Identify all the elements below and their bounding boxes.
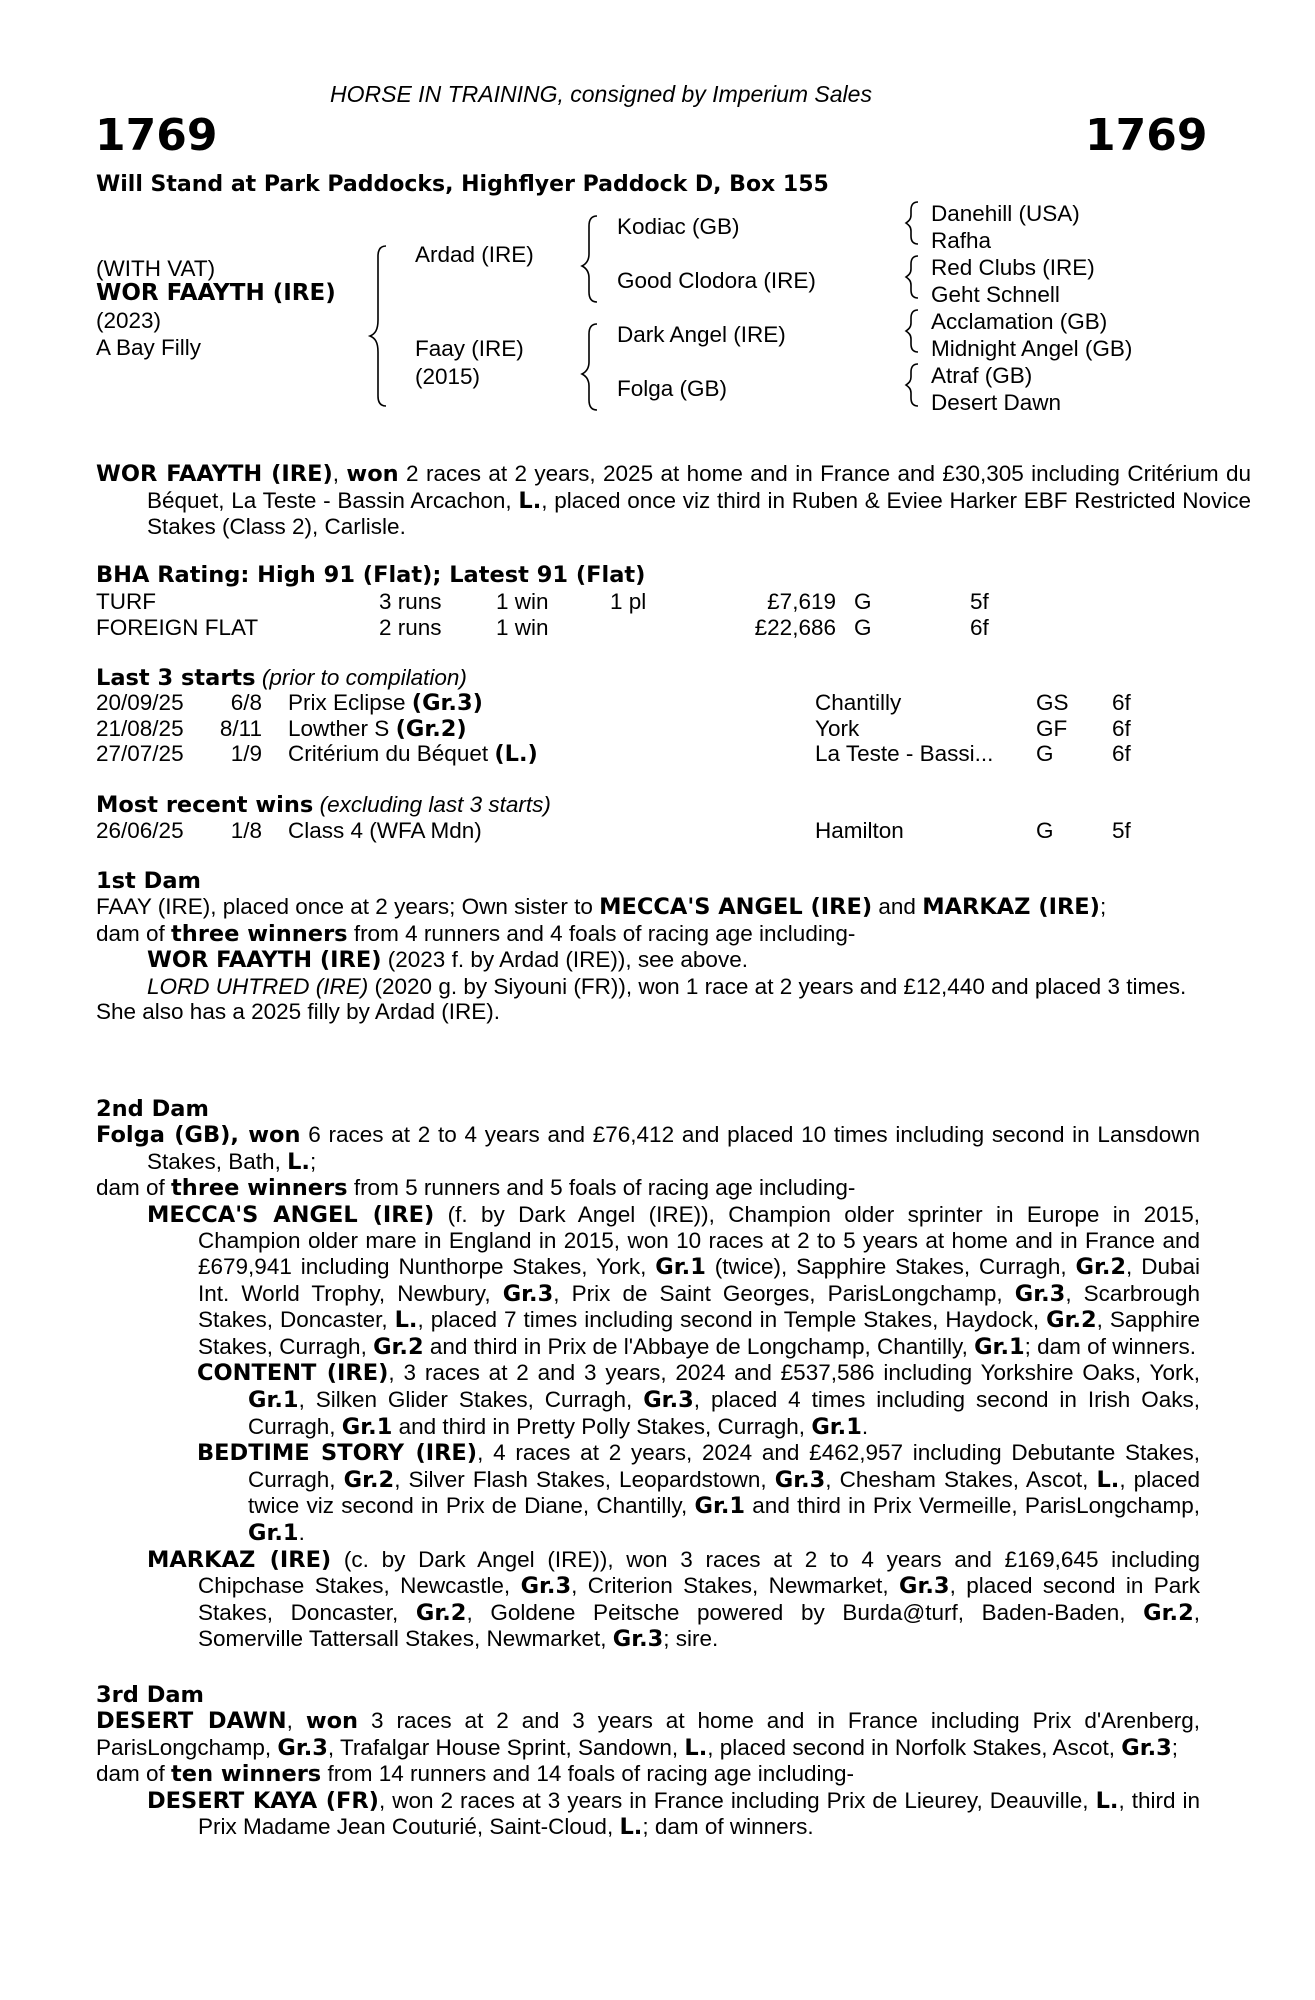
rating-wins: 1 win — [496, 589, 549, 614]
race-summary: WOR FAAYTH (IRE), won 2 races at 2 years, 2025 at home and in France and £30,305 including Critérium du Béquet, La Teste - Bassin Arcachon, L., placed once viz third in Ruben & Eviee Harker EBF Restricted Novice Stakes (Class 2), Carlisle. — [96, 461, 1251, 540]
rating-going: G — [854, 589, 872, 614]
second-dam-produce: dam of three winners from 5 runners and 5 foals of racing age including- — [96, 1175, 856, 1202]
brace-sire — [582, 216, 597, 302]
rating-money: £22,686 — [754, 615, 836, 640]
pedigree-ddd: Desert Dawn — [931, 390, 1062, 415]
rating-surface: FOREIGN FLAT — [96, 615, 259, 640]
win-position: 1/8 — [230, 818, 262, 843]
summary-text-2: , placed once viz third in Ruben & Eviee Harker EBF Restricted Novice Stakes (Class 2), Carlisle. — [147, 487, 1251, 540]
rating-going: G — [854, 615, 872, 640]
pedigree-dam: Faay (IRE) — [415, 336, 524, 361]
produce-entry: CONTENT (IRE), 3 races at 2 and 3 years, 2024 and £537,586 including Yorkshire Oaks, York, Gr.1, Silken Glider Stakes, Curragh, Gr.3, placed 4 times including second in Irish Oaks, Curragh, Gr.1 and third in Pretty Polly Stakes, Curragh, Gr.1. — [197, 1360, 1200, 1440]
horse-description: A Bay Filly — [96, 335, 202, 360]
first-dam-line: FAAY (IRE), placed once at 2 years; Own sister to MECCA'S ANGEL (IRE) and MARKAZ (IRE); — [96, 894, 1107, 920]
start-distance: 6f — [1112, 716, 1131, 741]
start-date: 20/09/25 — [96, 690, 184, 715]
brace-main — [370, 246, 386, 406]
produce-name: MECCA'S ANGEL (IRE) — [147, 1201, 435, 1228]
recent-title: Most recent wins — [96, 792, 314, 818]
last-3-starts-heading — [96, 665, 467, 692]
pedigree-sire: Ardad (IRE) — [415, 242, 534, 267]
produce-name: WOR FAAYTH (IRE) — [147, 947, 382, 974]
first-dam-heading: 1st Dam — [96, 868, 201, 894]
race-grade: (L.) — [494, 741, 538, 767]
start-going: G — [1036, 741, 1054, 766]
brace-sd — [906, 256, 918, 298]
pedigree-sire-sire: Kodiac (GB) — [617, 214, 740, 239]
rating-wins: 1 win — [496, 615, 549, 640]
pedigree-dss: Acclamation (GB) — [931, 309, 1108, 334]
start-position: 1/9 — [230, 741, 262, 766]
win-course: Hamilton — [815, 818, 904, 843]
win-race: Class 4 (WFA Mdn) — [288, 818, 482, 843]
race-grade: (Gr.2) — [395, 716, 467, 742]
pedigree-sss: Danehill (USA) — [931, 201, 1080, 226]
sibling-name: MECCA'S ANGEL (IRE) — [599, 894, 873, 920]
third-dam-line: DESERT DAWN, won 3 races at 2 and 3 years at home and in France including Prix d'Arenberg, ParisLongchamp, Gr.3, Trafalgar House Sprint, Sandown, L., placed second in Norfolk Stakes, Ascot, Gr.3; — [96, 1708, 1200, 1761]
second-dam-heading: 2nd Dam — [96, 1096, 209, 1122]
start-course: Chantilly — [815, 690, 902, 715]
third-dam-name: DESERT DAWN — [96, 1708, 287, 1734]
race-name: Lowther S — [288, 716, 396, 741]
start-race — [288, 741, 538, 768]
produce-name: MARKAZ (IRE) — [147, 1546, 332, 1573]
brace-dam — [582, 324, 597, 410]
rating-runs: 3 runs — [379, 589, 442, 614]
catalogue-subtitle: HORSE IN TRAINING, consigned by Imperium Sales — [330, 81, 872, 107]
produce-entry: BEDTIME STORY (IRE), 4 races at 2 years, 2024 and £462,957 including Debutante Stakes, Curragh, Gr.2, Silver Flash Stakes, Leopardstown, Gr.3, Chesham Stakes, Ascot, L., placed twice viz second in Prix de Diane, Chantilly, Gr.1 and third in Prix Vermeille, ParisLongchamp, Gr.1. — [197, 1440, 1201, 1546]
horse-year: (2023) — [96, 308, 162, 333]
rating-runs: 2 runs — [379, 615, 442, 640]
pedigree-sire-dam: Good Clodora (IRE) — [617, 268, 816, 293]
rating-distance: 6f — [970, 615, 989, 640]
race-grade: (Gr.3) — [411, 690, 483, 716]
vat-note: (WITH VAT) — [96, 256, 216, 281]
sibling-name: MARKAZ (IRE) — [922, 894, 1100, 920]
produce-name: CONTENT (IRE) — [197, 1360, 389, 1387]
recent-note: (excluding last 3 starts) — [319, 792, 551, 817]
pedigree-dam-dam: Folga (GB) — [617, 376, 728, 401]
pedigree-ssd: Rafha — [931, 228, 992, 253]
start-date: 21/08/25 — [96, 716, 184, 741]
race-name: Critérium du Béquet — [288, 741, 495, 766]
third-dam-heading: 3rd Dam — [96, 1682, 204, 1708]
win-distance: 5f — [1112, 818, 1131, 843]
produce-name: BEDTIME STORY (IRE) — [197, 1440, 478, 1467]
second-dam-name: Folga (GB), won — [96, 1122, 301, 1148]
first-dam-produce: dam of three winners from 4 runners and 4 foals of racing age including- — [96, 920, 856, 947]
start-going: GF — [1036, 716, 1068, 741]
rating-surface: TURF — [96, 589, 156, 614]
pedigree-dsd: Midnight Angel (GB) — [931, 336, 1133, 361]
pedigree-dam-year: (2015) — [415, 364, 481, 389]
horse-name: WOR FAAYTH (IRE) — [96, 280, 336, 306]
location-line: Will Stand at Park Paddocks, Highflyer Paddock D, Box 155 — [96, 172, 829, 197]
first-dam-section — [96, 894, 1200, 1025]
summary-text-1: 2 races at 2 years, 2025 at home and in France and £30,305 including Critérium du Béquet, La Teste - Bassin Arcachon, — [147, 461, 1251, 513]
start-position: 6/8 — [230, 690, 262, 715]
start-going: GS — [1036, 690, 1069, 715]
produce-entry: MECCA'S ANGEL (IRE) (f. by Dark Angel (IRE)), Champion older sprinter in Europe in 2015, Champion older mare in England in 2015, won 10 races at 2 to 5 years at home and in France and £679,941 including Nunthorpe Stakes, York, Gr.1 (twice), Sapphire Stakes, Curragh, Gr.2, Dubai Int. World Trophy, Newbury, Gr.3, Prix de Saint Georges, ParisLongchamp, Gr.3, Scarbrough Stakes, Doncaster, L., placed 7 times including second in Temple Stakes, Haydock, Gr.2, Sapphire Stakes, Curragh, Gr.2 and third in Prix de l'Abbaye de Longchamp, Chantilly, Gr.1; dam of winners. — [147, 1201, 1200, 1360]
lot-number-left: 1769 — [95, 110, 218, 161]
produce-entry: WOR FAAYTH (IRE) (2023 f. by Ardad (IRE)), see above. — [147, 947, 748, 974]
brace-dd — [906, 364, 918, 406]
pedigree-sdd: Geht Schnell — [931, 282, 1060, 307]
brace-ds — [906, 310, 918, 352]
start-course: York — [815, 716, 860, 741]
produce-entry: MARKAZ (IRE) (c. by Dark Angel (IRE)), won 3 races at 2 to 4 years and £169,645 including Chipchase Stakes, Newcastle, Gr.3, Criterion Stakes, Newmarket, Gr.3, placed second in Park Stakes, Doncaster, Gr.2, Goldene Peitsche powered by Burda@turf, Baden-Baden, Gr.2, Somerville Tattersall Stakes, Newmarket, Gr.3; sire. — [147, 1546, 1201, 1653]
third-dam-section — [96, 1708, 1200, 1841]
produce-name: DESERT KAYA (FR) — [147, 1787, 379, 1814]
start-distance: 6f — [1112, 741, 1131, 766]
race-name: Prix Eclipse — [288, 690, 412, 715]
win-going: G — [1036, 818, 1054, 843]
start-race — [288, 716, 467, 743]
rating-distance: 5f — [970, 589, 989, 614]
win-date: 26/06/25 — [96, 818, 184, 843]
start-distance: 6f — [1112, 690, 1131, 715]
pedigree-dds: Atraf (GB) — [931, 363, 1033, 388]
produce-entry: LORD UHTRED (IRE) (2020 g. by Siyouni (FR)), won 1 race at 2 years and £12,440 and placed 3 times. — [147, 973, 1187, 999]
third-dam-produce: dam of ten winners from 14 runners and 14 foals of racing age including- — [96, 1761, 855, 1788]
summary-horse-name: WOR FAAYTH (IRE) — [96, 461, 333, 487]
second-dam-section — [96, 1122, 1200, 1653]
produce-name: LORD UHTRED (IRE) — [147, 973, 369, 999]
summary-won: won — [346, 461, 399, 487]
brace-ss — [906, 202, 918, 244]
bha-rating-title: BHA Rating: High 91 (Flat); Latest 91 (Flat) — [96, 562, 646, 588]
first-dam-note: She also has a 2025 filly by Ardad (IRE). — [96, 999, 500, 1025]
summary-listed: L. — [518, 487, 542, 514]
rating-placed: 1 pl — [610, 589, 647, 614]
start-position: 8/11 — [219, 716, 262, 741]
start-date: 27/07/25 — [96, 741, 184, 766]
start-race — [288, 690, 483, 717]
produce-entry: DESERT KAYA (FR), won 2 races at 3 years in France including Prix de Lieurey, Deauville, L., third in Prix Madame Jean Couturié, Saint-Cloud, L.; dam of winners. — [147, 1787, 1200, 1841]
last3-note: (prior to compilation) — [261, 665, 467, 690]
recent-wins-heading — [96, 792, 551, 819]
rating-money: £7,619 — [767, 589, 836, 614]
lot-number-right: 1769 — [1085, 110, 1208, 161]
start-course: La Teste - Bassi... — [815, 741, 994, 766]
pedigree-sds: Red Clubs (IRE) — [931, 255, 1095, 280]
pedigree-dam-sire: Dark Angel (IRE) — [617, 322, 786, 347]
second-dam-line: Folga (GB), won 6 races at 2 to 4 years and £76,412 and placed 10 times including second in Lansdown Stakes, Bath, L.; — [96, 1122, 1201, 1175]
last3-title: Last 3 starts — [96, 665, 256, 691]
